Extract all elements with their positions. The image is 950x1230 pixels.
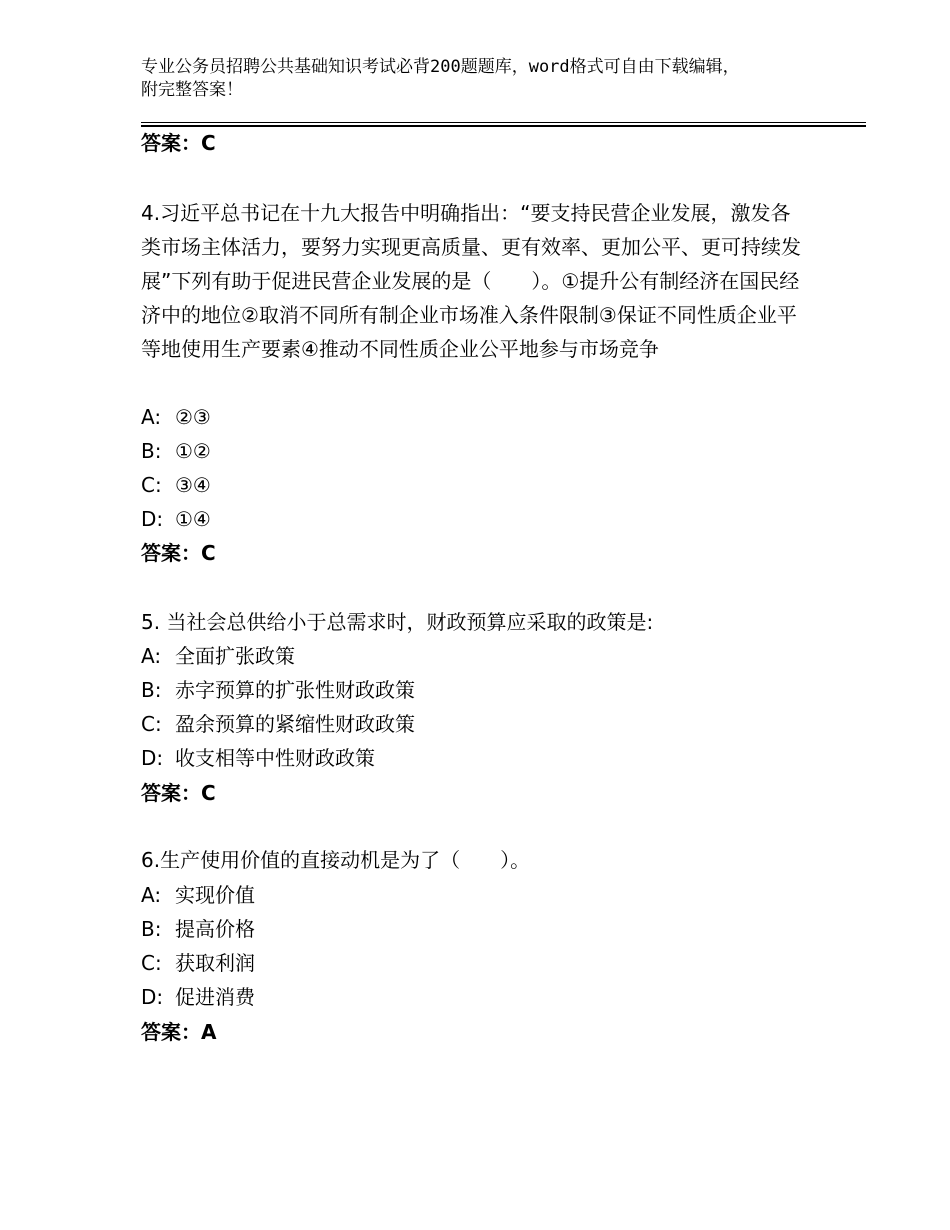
option-text: ③④	[175, 473, 211, 497]
option-text: ①②	[175, 439, 211, 463]
option-letter: D:	[141, 985, 164, 1009]
option-letter: A:	[141, 405, 162, 429]
option-letter: D:	[141, 507, 164, 531]
option-letter: B:	[141, 439, 162, 463]
question-4-option-d	[141, 506, 211, 532]
question-5-option-c	[141, 711, 415, 737]
question-4-option-a	[141, 404, 211, 430]
option-letter: A:	[141, 883, 162, 907]
option-text: 促进消费	[175, 985, 255, 1009]
option-text: 赤字预算的扩张性财政政策	[175, 678, 415, 702]
question-4-option-c	[141, 472, 211, 498]
option-letter: A:	[141, 644, 162, 668]
question-4-text: 4.习近平总书记在十九大报告中明确指出：“要支持民营企业发展，激发各类市场主体活力，要努力实现更高质量、更有效率、更加公平、更可持续发展”下列有助于促进民营企业发展的是（ ）。①提升公有制经济在国民经济中的地位②取消不同所有制企业市场准入条件限制③保证不同性质企业平等地使用生产要素④推动不同性质企业公平地参与市场竞争	[141, 201, 801, 361]
header-line-1: 专业公务员招聘公共基础知识考试必背200题题库，word格式可自由下载编辑，	[141, 57, 740, 77]
answer-q5: 答案：C	[141, 781, 216, 805]
option-text: ②③	[175, 405, 211, 429]
question-5-option-b	[141, 677, 415, 703]
option-letter: C:	[141, 473, 162, 497]
option-letter: D:	[141, 746, 164, 770]
option-text: 收支相等中性财政政策	[175, 746, 375, 770]
question-5-option-d	[141, 745, 375, 771]
option-text: 实现价值	[175, 883, 255, 907]
option-text: 盈余预算的紧缩性财政政策	[175, 712, 415, 736]
option-text: 获取利润	[175, 951, 255, 975]
question-4-option-b	[141, 438, 211, 464]
question-6-option-a	[141, 882, 255, 908]
option-text: 提高价格	[175, 917, 255, 941]
answer-q3: 答案：C	[141, 131, 216, 155]
header-rule-thin	[141, 122, 866, 123]
option-letter: B:	[141, 917, 162, 941]
question-6-option-c	[141, 950, 255, 976]
option-letter: C:	[141, 712, 162, 736]
header-line-2: 附完整答案！	[141, 80, 243, 100]
question-5-option-a	[141, 643, 295, 669]
option-letter: C:	[141, 951, 162, 975]
option-text: ①④	[175, 507, 211, 531]
question-5-text: 5. 当社会总供给小于总需求时，财政预算应采取的政策是:	[141, 610, 654, 634]
question-6-text: 6.生产使用价值的直接动机是为了（ ）。	[141, 848, 531, 872]
page-header	[141, 56, 831, 102]
option-letter: B:	[141, 678, 162, 702]
option-text: 全面扩张政策	[175, 644, 295, 668]
answer-q6: 答案：A	[141, 1020, 217, 1044]
question-6-option-d	[141, 984, 255, 1010]
answer-q4: 答案：C	[141, 541, 216, 565]
header-rule-thick	[141, 125, 866, 127]
question-6-option-b	[141, 916, 255, 942]
